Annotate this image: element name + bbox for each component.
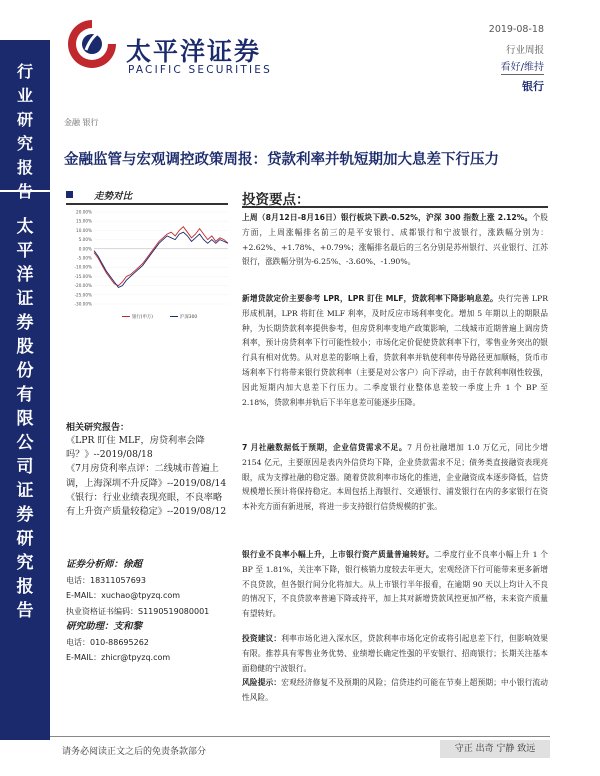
related-item[interactable]: 《LPR 盯住 MLF，房贷利率会降吗？》--2019/08/18 [66,435,205,461]
divider [66,203,228,205]
y-tick-label: 5.00% [78,237,92,243]
sidebar-top-text [0,60,50,204]
rating: 看好/维持 [501,58,544,75]
footer-slogan: 守正 出奇 宁静 致远 [440,740,550,758]
sidebar-bottom-char: 券 [16,313,34,333]
paragraph-heading: 投资建议： [242,634,282,643]
legend-label: 沪深300 [180,315,198,320]
sidebar-bottom-char: 司 [16,457,34,477]
series-line-1 [94,227,228,286]
sidebar-bottom-char: 报 [16,577,34,597]
y-tick-label: 15.00% [76,218,92,224]
assistant-label: 研究助理：支和黎 [66,621,143,632]
paragraph-heading: 上周（8月12日-8月16日）银行板块下跌-0.52%，沪深 300 指数上涨 2.12%。 [242,213,533,222]
paragraph-body: 央行完善 LPR 形成机制，LPR 将盯住 MLF 利率，及时反应市场利率变化。增加 5 年期以上的期限品种，为长期贷款利率提供参考，但房贷利率变地产政策影响，二线城市近期普遍上调房贷利率，预计房贷利率下行可能性较小；市场化定价促使贷款利率下行，零售业务突出的银行具有相对优势。从对息差的影响上看，贷款利率并轨使利率传导路径更加顺畅，货币市场利率下行将带来银行贷款利率（主要是对公客户）向下浮动，由于存款利率刚性较强，因此短期内加大息差下行压力。二季度银行业整体息差较一季度上升 1 个 BP 至 2.18%，贷款利率并轨后下半年息差可能逐步压降。 [242,294,548,407]
divider [242,206,548,208]
assistant-phone: 电话：010-88695262 [66,637,149,647]
analyst-phone: 电话：18311057693 [66,575,146,585]
sidebar-bottom-char: 股 [16,337,34,357]
risk-heading: 风险提示： [242,678,282,688]
sidebar-bottom-char: 有 [16,385,34,405]
sidebar-bottom-char: 究 [16,553,34,573]
sidebar-top-char: 业 [16,86,33,105]
related-item[interactable]: 《7月房贷利率点评：二线城市普遍上调，上海深圳不升反降》--2019/08/14 [66,463,227,489]
analyst-email[interactable]: E-MAIL：xuchao@tpyzq.com [66,591,181,600]
square-icon [66,191,73,198]
paragraph-body: 7 月份社融增加 1.0 万亿元，同比少增 2154 亿元，主要原因是表内外信贷均下降，企业贷款需求不足；债务类直接融资表现亮眼，成为支撑社融的稳定器。随着贷款利率市场化的推进，企业融资成本逐步降低，信贷规模增长预计将保持稳定。本周包括上海银行、交通银行、浦发银行在内的多家银行在资本补充方面有新进展，将进一步支持银行信贷规模的扩张。 [242,443,548,512]
sidebar-bottom-text [0,215,50,623]
paragraph-weekly-performance [242,211,548,270]
analyst-license: 执业资格证书编码：S1190519080001 [66,606,210,616]
analyst-info [66,557,236,666]
y-tick-label: -5.00% [77,255,92,261]
sidebar-bottom-char: 平 [16,241,34,261]
sidebar-bottom-char: 券 [16,505,34,525]
paragraph-body: 个股方面，上周涨幅排名前三的是平安银行、成都银行和宁波银行，涨跌幅分别为：+2.62%、+1.78%、+0.79%；涨幅排名最后的三名分别是苏州银行、兴业银行、江苏银行，涨跌幅分别为-6.25%、-3.60%、-1.90%。 [242,213,548,267]
pacific-securities-logo [64,16,120,72]
sector: 银行 [522,80,544,93]
sidebar-bottom-char: 证 [16,289,34,309]
series-line-2 [94,232,228,287]
trend-label: 走势对比 [94,191,133,202]
related-title: 相关研究报告： [66,423,130,433]
paragraph-heading: 银行业不良率小幅上升，上市银行资产质量普遍转好。 [242,550,434,559]
risk-body: 宏观经济修复不及预期的风险；信贷违约可能在节奏上超预期；中小银行流动性风险。 [242,678,548,703]
report-title: 金融监管与宏观调控政策周报：贷款利率并轨短期加大息差下行压力 [64,151,499,168]
brand-name-en: PACIFIC SECURITIES [128,64,273,76]
paragraph-social-financing [242,441,548,515]
key-points-title: 投资要点： [242,192,310,208]
report-type: 行业周报 [505,45,544,56]
related-item[interactable]: 《银行：行业业绩表现亮眼，不良率略有上升资产质量较稳定》--2019/08/12 [66,491,227,518]
paragraph-heading: 7 月社融数据低于预期，企业信贷需求不足。 [242,443,408,452]
sidebar-top-char: 报 [16,158,33,177]
y-tick-label: 20.00% [76,209,92,215]
sidebar-bottom-char: 研 [16,529,34,549]
y-tick-label: 0.00% [78,246,92,252]
sidebar-bottom-char: 限 [16,409,34,429]
y-tick-label: -20.00% [74,283,92,289]
footer-divider [50,736,550,737]
sidebar-top-char: 告 [16,182,33,201]
y-tick-label: -25.00% [74,292,92,298]
trend-header [66,188,228,202]
y-tick-label: -30.00% [74,301,92,307]
paragraph-heading: 新增贷款定价主要参考 LPR，LPR 盯住 MLF，贷款利率下降影响息差。 [242,294,498,303]
left-band [0,40,50,740]
paragraph-lpr [242,292,548,410]
paragraph-asset-quality [242,548,548,622]
paragraph-body: 二季度行业不良率小幅上升 1 个 BP 至 1.81%，关注率下降，银行核销力度较去年更大，宏观经济下行可能带来更多新增不良贷款，但各银行间分化将加大。从上市银行半年报看，在逾期 90 天以上均计入不良的情况下，不良贷款率普遍下降或持平，加上其对新增贷款风控更加严格，未来资产质量有望转好。 [242,550,548,619]
sidebar-bottom-char: 洋 [16,265,34,285]
sidebar-top-char: 究 [16,134,33,153]
breadcrumb: 金融 银行 [64,118,99,127]
footer-disclaimer: 请务必阅读正文之后的免责条款部分 [62,747,207,757]
brand-name-cn: 太平洋证券 [126,37,262,66]
y-tick-label: -10.00% [74,264,92,270]
report-date: 2019-08-18 [488,24,544,35]
paragraph-body: 利率市场化进入深水区，贷款利率市场化定价或将引起息差下行，但影响效果有限。推荐具有零售业务优势、业绩增长确定性强的平安银行、招商银行；长期关注基本面稳健的宁波银行。 [242,634,548,673]
trend-chart [64,208,232,324]
sidebar-bottom-char: 证 [16,481,34,501]
assistant-email[interactable]: E-MAIL：zhicr@tpyzq.com [66,653,171,662]
sidebar-bottom-char: 太 [16,217,34,237]
sidebar-top-char: 研 [16,110,33,129]
y-tick-label: -15.00% [74,273,92,279]
sidebar-bottom-char: 公 [16,433,34,453]
legend-label: 银行(申万) [132,315,153,320]
analyst-label: 证券分析师：徐超 [66,559,143,570]
sidebar-bottom-char: 份 [16,361,34,381]
sidebar-top-char: 行 [16,62,33,81]
sidebar-bottom-char: 告 [16,601,34,621]
related-list [66,434,230,519]
y-tick-label: 10.00% [76,227,92,233]
paragraph-recommendation [242,632,548,706]
